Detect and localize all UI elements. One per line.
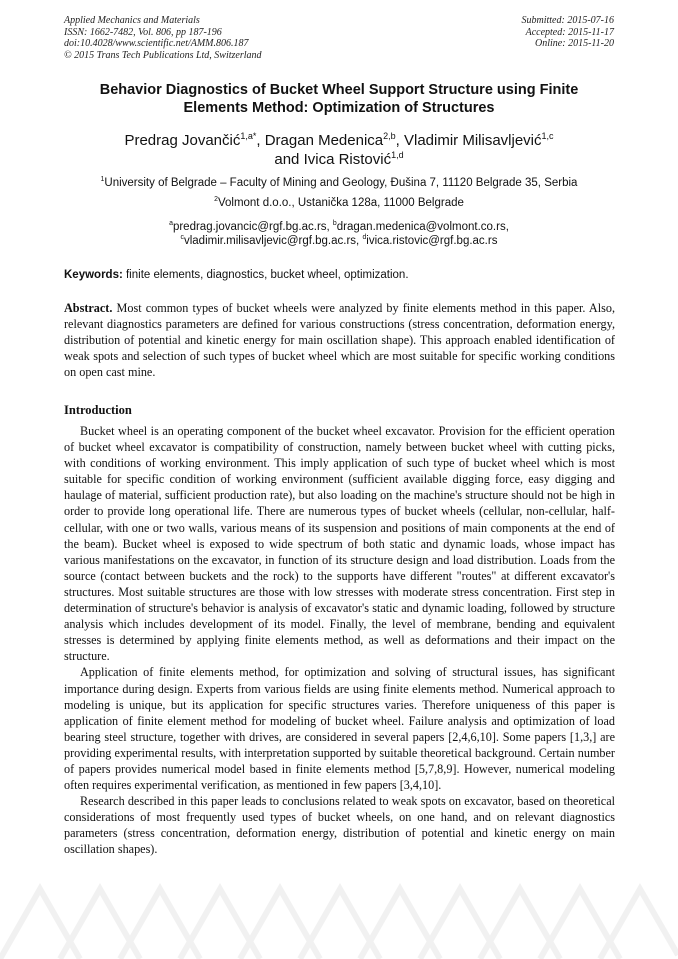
background-watermark-pattern: [0, 879, 678, 959]
accepted-date: Accepted: 2015-11-17: [525, 26, 614, 38]
author-separator: ,: [256, 132, 265, 149]
submitted-date: Submitted: 2015-07-16: [521, 15, 614, 26]
email-c[interactable]: vladimir.milisavljevic@rgf.bg.ac.rs,: [183, 235, 363, 247]
email-d-marker: d: [362, 234, 367, 242]
keywords-text: finite elements, diagnostics, bucket wheel, optimization.: [122, 269, 409, 281]
email-line-2: [64, 234, 614, 248]
journal-name: Applied Mechanics and Materials: [64, 15, 200, 26]
author-emails: [64, 220, 614, 248]
journal-header: [64, 15, 262, 61]
abstract: [64, 300, 615, 380]
email-a[interactable]: predrag.jovancic@rgf.bg.ac.rs,: [172, 221, 333, 233]
author-3-marker: 1,c: [541, 131, 554, 141]
author-2-marker: 2,b: [383, 131, 396, 141]
abstract-label: Abstract.: [64, 301, 113, 315]
email-b-marker: b: [332, 220, 337, 228]
affiliation-1: [64, 176, 614, 190]
abstract-text: Most common types of bucket wheels were analyzed by finite elements method in this paper. Also, relevant diagnostics parameters are defined for various constructions (stress concentration, deformation energy, distribution of potential and kinetic energy for main oscillation shape). This approach enabled identification of weak spots and selection of such types of bucket wheel which are most suitable for specific working conditions on open cast mine.: [64, 301, 615, 380]
journal-copyright: © 2015 Trans Tech Publications Ltd, Switzerland: [64, 49, 262, 61]
introduction-body: [64, 423, 615, 858]
author-line-1: [64, 131, 614, 150]
email-line-1: [64, 220, 614, 234]
author-list: [64, 131, 614, 169]
journal-issn: ISSN: 1662-7482, Vol. 806, pp 187-196: [64, 26, 222, 38]
paper-title: [64, 81, 614, 117]
author-3: Vladimir Milisavljević: [403, 132, 542, 149]
affiliation-2-text: Volmont d.o.o., Ustanička 128a, 11000 Belgrade: [217, 197, 464, 209]
title-line-1: Behavior Diagnostics of Bucket Wheel Support Structure using Finite: [99, 82, 579, 98]
email-d[interactable]: ivica.ristovic@rgf.bg.ac.rs: [366, 235, 498, 247]
author-separator: ,: [395, 132, 404, 149]
online-date: Online: 2015-11-20: [535, 38, 614, 49]
dates-header: [522, 15, 615, 50]
affiliation-2-marker: 2: [214, 196, 218, 204]
section-heading-introduction: Introduction: [64, 403, 132, 417]
journal-doi[interactable]: doi:10.4028/www.scientific.net/AMM.806.187: [64, 38, 249, 49]
paragraph: Research described in this paper leads to conclusions related to weak spots on excavator, based on theoretical considerations of most frequently used types of bucket wheels, on one hand, and on relevant diagnostics parameters (stress concentration, deformation energy, distribution of potential and kinetic energy on main oscillation shapes).: [64, 794, 615, 857]
paragraph: Application of finite elements method, for optimization and solving of structural issues, has significant importance during design. Experts from various fields are using finite elements method. Numerical approach to modeling is unique, but its application for specific structures varies. Therefore uniqueness of this paper is application of finite element method for modeling of bucket wheel. Failure analysis and optimization of load bearing steel structure, together with drives, are considered in several papers [2,4,6,10]. Some papers [1,3,] are providing experimental results, with interpretation supported by suitable theoretical background. Certain number of papers provides numerical model based in finite elements method [5,7,8,9]. However, numerical modeling often requires experimental verification, as mentioned in few papers [3,4,10].: [64, 665, 615, 793]
title-line-2: Elements Method: Optimization of Structures: [183, 100, 495, 116]
email-c-marker: c: [180, 234, 184, 242]
keywords: [64, 268, 614, 282]
author-4: Ivica Ristović: [303, 151, 392, 168]
author-2: Dragan Medenica: [264, 132, 384, 149]
keywords-label: Keywords:: [64, 269, 123, 281]
author-1-marker: 1,a*: [240, 131, 257, 141]
author-4-marker: 1,d: [391, 150, 404, 160]
paragraph: Bucket wheel is an operating component of the bucket wheel excavator. Provision for the efficient operation of bucket wheel excavator is compatibility of construction, namely between bucket wheel with cutting picks, with conditions of working environment. This imply application of such type of bucket wheel which is most suitable for specific condition of working environment (sufficient available digging force, easy digging and haulage of material, sufficient production rate), but also loading on the machine's structure should not be high in order to provide long operational life. There are numerous types of bucket wheels (cellular, non-cellular, half-cellular, with one or two walls, various means of its suspension and positions of main components at the end of the beam). Bucket wheel is exposed to wide spectrum of both static and dynamic loads, whose impact has various manifestations on the excavator, in function of its structure design and load distribution. Loads from the source (contact between buckets and the rock) to the supports have different "routes" at different excavator's structures. Most suitable structures are those with low stresses with moderate stress concentration. First step in determination of structure's behavior is analysis of excavator's static and dynamic loading, followed by structure analysis which includes development of its model. Finally, the level of membrane, bending and equivalent stresses is determined by applying finite elements method, as well as deformations and their impact on the structure.: [64, 424, 615, 664]
email-a-marker: a: [169, 220, 173, 228]
author-and: and: [274, 151, 304, 168]
author-1: Predrag Jovančić: [124, 132, 241, 149]
affiliation-1-marker: 1: [100, 176, 105, 184]
affiliation-1-text: University of Belgrade – Faculty of Mining and Geology, Đušina 7, 11120 Belgrade 35, Serbia: [104, 177, 578, 189]
author-line-2: [64, 150, 614, 169]
email-b[interactable]: dragan.medenica@volmont.co.rs,: [336, 221, 509, 233]
affiliation-2: [64, 196, 614, 210]
